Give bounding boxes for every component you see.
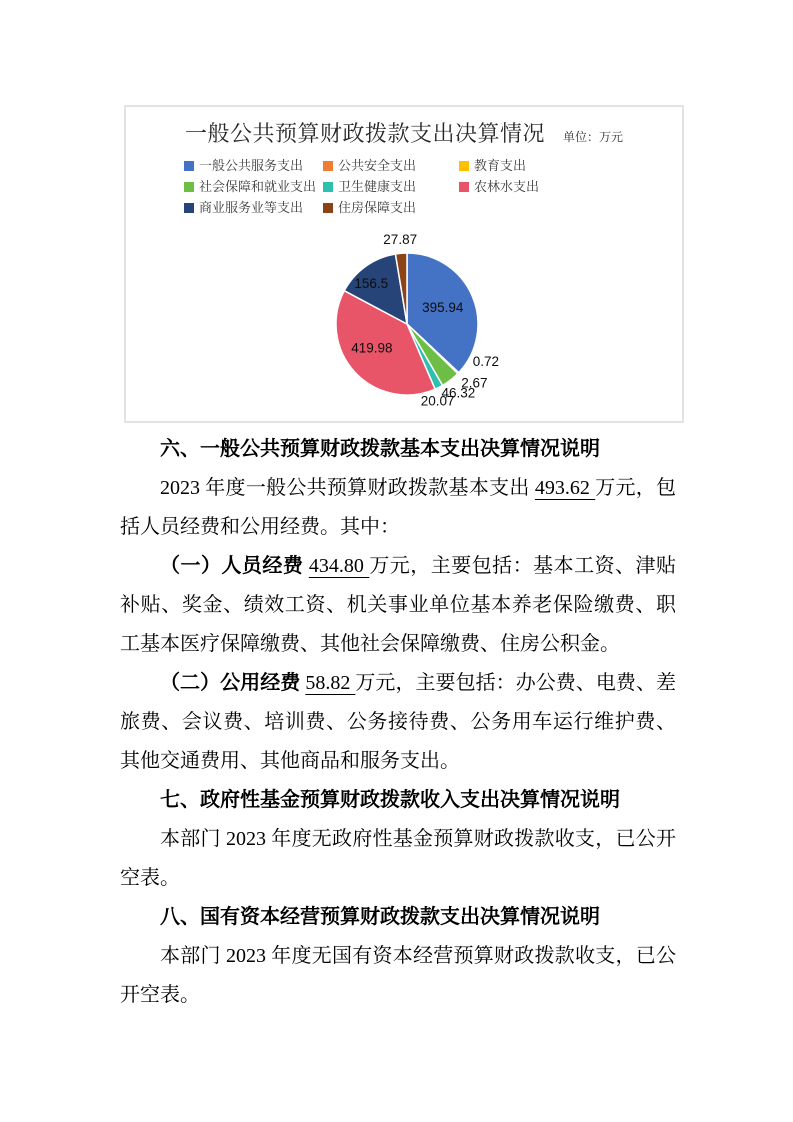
text-run: 万元，主要包括：办公费、电费、差旅费、会议费、培训费、公务接待费、公务用车运行维护费、其他交通费用、其他商品和服务支出。 — [120, 672, 677, 772]
paragraph — [120, 664, 676, 781]
legend-label: 公共安全支出 — [338, 158, 417, 173]
section-heading — [120, 430, 676, 469]
pie-data-label: 395.94 — [422, 300, 464, 316]
chart-unit-label: 单位：万元 — [563, 130, 624, 144]
text-run: （一）人员经费 — [160, 555, 309, 577]
legend-label: 商业服务业等支出 — [199, 200, 304, 215]
paragraph — [120, 547, 676, 664]
legend-label: 教育支出 — [474, 158, 527, 173]
text-run: 434.80 — [308, 555, 370, 577]
text-run: 493.62 — [534, 477, 596, 499]
text-run: 本部门 2023 年度无国有资本经营预算财政拨款收支，已公开空表。 — [120, 945, 676, 1006]
section-heading — [120, 898, 676, 937]
pie-data-label: 46.32 — [441, 385, 476, 401]
text-run: 七、政府性基金预算财政拨款收入支出决算情况说明 — [160, 789, 620, 811]
pie-chart — [126, 107, 682, 421]
text-run: 58.82 — [305, 672, 356, 694]
chart-title: 一般公共预算财政拨款支出决算情况 — [184, 121, 545, 146]
section-heading — [120, 781, 676, 820]
body-text — [120, 430, 676, 1015]
text-run: （二）公用经费 — [160, 672, 306, 694]
expenditure-pie-chart-card — [124, 105, 684, 423]
legend-label: 住房保障支出 — [338, 200, 417, 215]
pie-data-label: 419.98 — [351, 340, 393, 356]
text-run: 六、一般公共预算财政拨款基本支出决算情况说明 — [160, 438, 600, 460]
pie-data-label: 2.67 — [461, 375, 488, 391]
pie-data-label: 0.72 — [472, 354, 500, 370]
legend-label: 卫生健康支出 — [338, 179, 417, 194]
legend-label: 农林水支出 — [474, 179, 540, 194]
text-run: 万元，包括人员经费和公用经费。其中： — [120, 477, 677, 538]
text-run: 2023 年度一般公共预算财政拨款基本支出 — [160, 477, 535, 499]
paragraph — [120, 937, 676, 1015]
pie-data-label: 156.5 — [354, 275, 389, 291]
legend-label: 社会保障和就业支出 — [199, 179, 317, 194]
paragraph — [120, 820, 676, 898]
text-run: 本部门 2023 年度无政府性基金预算财政拨款收支，已公开空表。 — [120, 828, 676, 889]
paragraph — [120, 469, 676, 547]
text-run: 八、国有资本经营预算财政拨款支出决算情况说明 — [160, 906, 600, 928]
legend-label: 一般公共服务支出 — [199, 158, 304, 173]
pie-data-label: 20.07 — [420, 393, 455, 409]
pie-data-label: 27.87 — [383, 232, 418, 248]
text-run: 万元，主要包括：基本工资、津贴补贴、奖金、绩效工资、机关事业单位基本养老保险缴费、职工基本医疗保障缴费、其他社会保障缴费、住房公积金。 — [120, 555, 677, 655]
